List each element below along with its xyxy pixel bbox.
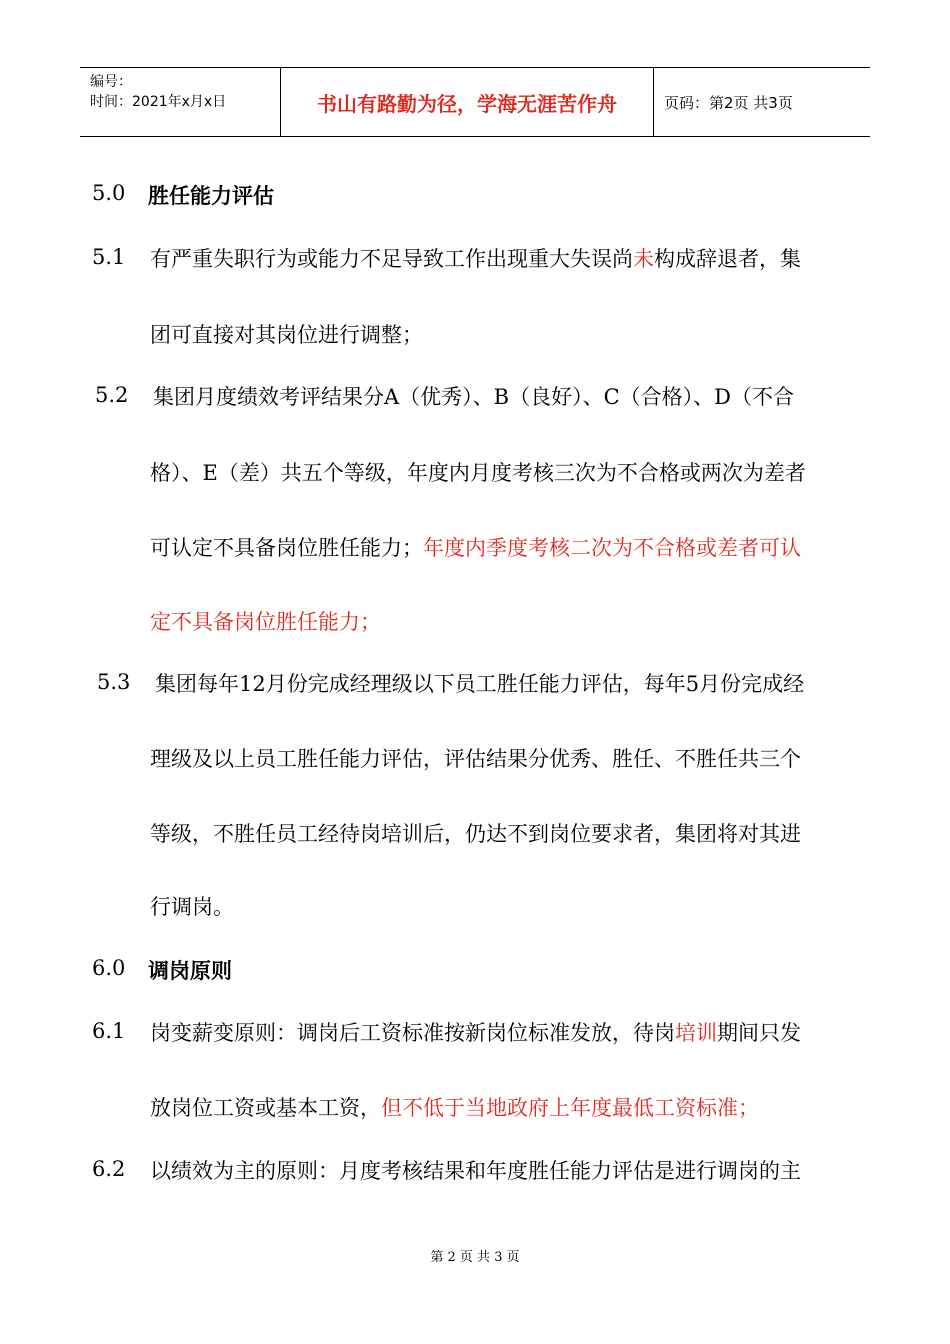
section-number: 5.0 (92, 181, 126, 205)
highlighted-text: 年度内季度考核二次为不合格或差者可认 (423, 536, 801, 560)
clause-text-line: 集团每年12月份完成经理级以下员工胜任能力评估，每年5月份完成经 (155, 672, 805, 696)
clause-number: 5.1 (92, 245, 126, 269)
clause-text-line: 行调岗。 (150, 895, 234, 919)
clause-text: 岗变薪变原则：调岗后工资标准按新岗位标准发放，待岗 (150, 1021, 675, 1045)
highlighted-text: 但不低于当地政府上年度最低工资标准； (381, 1096, 759, 1120)
highlighted-text-line: 定不具备岗位胜任能力； (150, 610, 381, 634)
clause-text-line: 以绩效为主的原则：月度考核结果和年度胜任能力评估是进行调岗的主 (150, 1159, 801, 1183)
document-date: 时间：2021年x月x日 (90, 94, 227, 110)
clause-text: 构成辞退者，集 (654, 247, 801, 271)
clause-number: 6.2 (92, 1157, 126, 1181)
clause-text: 可认定不具备岗位胜任能力； (150, 536, 423, 560)
section-title: 调岗原则 (148, 959, 232, 983)
clause-text-line: 理级及以上员工胜任能力评估，评估结果分优秀、胜任、不胜任共三个 (150, 747, 801, 771)
clause-text-line: 等级，不胜任员工经待岗培训后，仍达不到岗位要求者，集团将对其进 (150, 822, 801, 846)
document-number-label: 编号： (90, 74, 132, 90)
page-header (80, 67, 870, 137)
clause-text-line (150, 532, 801, 562)
highlighted-text: 培训 (675, 1021, 717, 1045)
clause-number: 5.2 (95, 383, 129, 407)
clause-text: 期间只发 (717, 1021, 801, 1045)
header-meta-cell (80, 68, 281, 136)
section-number: 6.0 (92, 956, 126, 980)
clause-text: 放岗位工资或基本工资， (150, 1096, 381, 1120)
clause-text-line (150, 1092, 759, 1122)
clause-text-line (150, 243, 801, 273)
page-footer: 第 2 页 共 3 页 (430, 1250, 520, 1265)
clause-number: 6.1 (92, 1019, 126, 1043)
section-title: 胜任能力评估 (148, 184, 274, 208)
highlighted-text: 未 (633, 247, 654, 271)
clause-text-line: 集团月度绩效考评结果分A（优秀）、B（良好）、C（合格）、D（不合 (153, 385, 794, 409)
header-motto: 书山有路勤为径，学海无涯苦作舟 (281, 68, 654, 136)
clause-text: 有严重失职行为或能力不足导致工作出现重大失误尚 (150, 247, 633, 271)
clause-text-line: 团可直接对其岗位进行调整； (150, 323, 423, 347)
clause-text-line: 格）、E（差）共五个等级，年度内月度考核三次为不合格或两次为差者 (150, 461, 806, 485)
header-page-info: 页码：第2页 共3页 (664, 93, 793, 112)
clause-text-line (150, 1017, 801, 1047)
clause-number: 5.3 (97, 670, 131, 694)
